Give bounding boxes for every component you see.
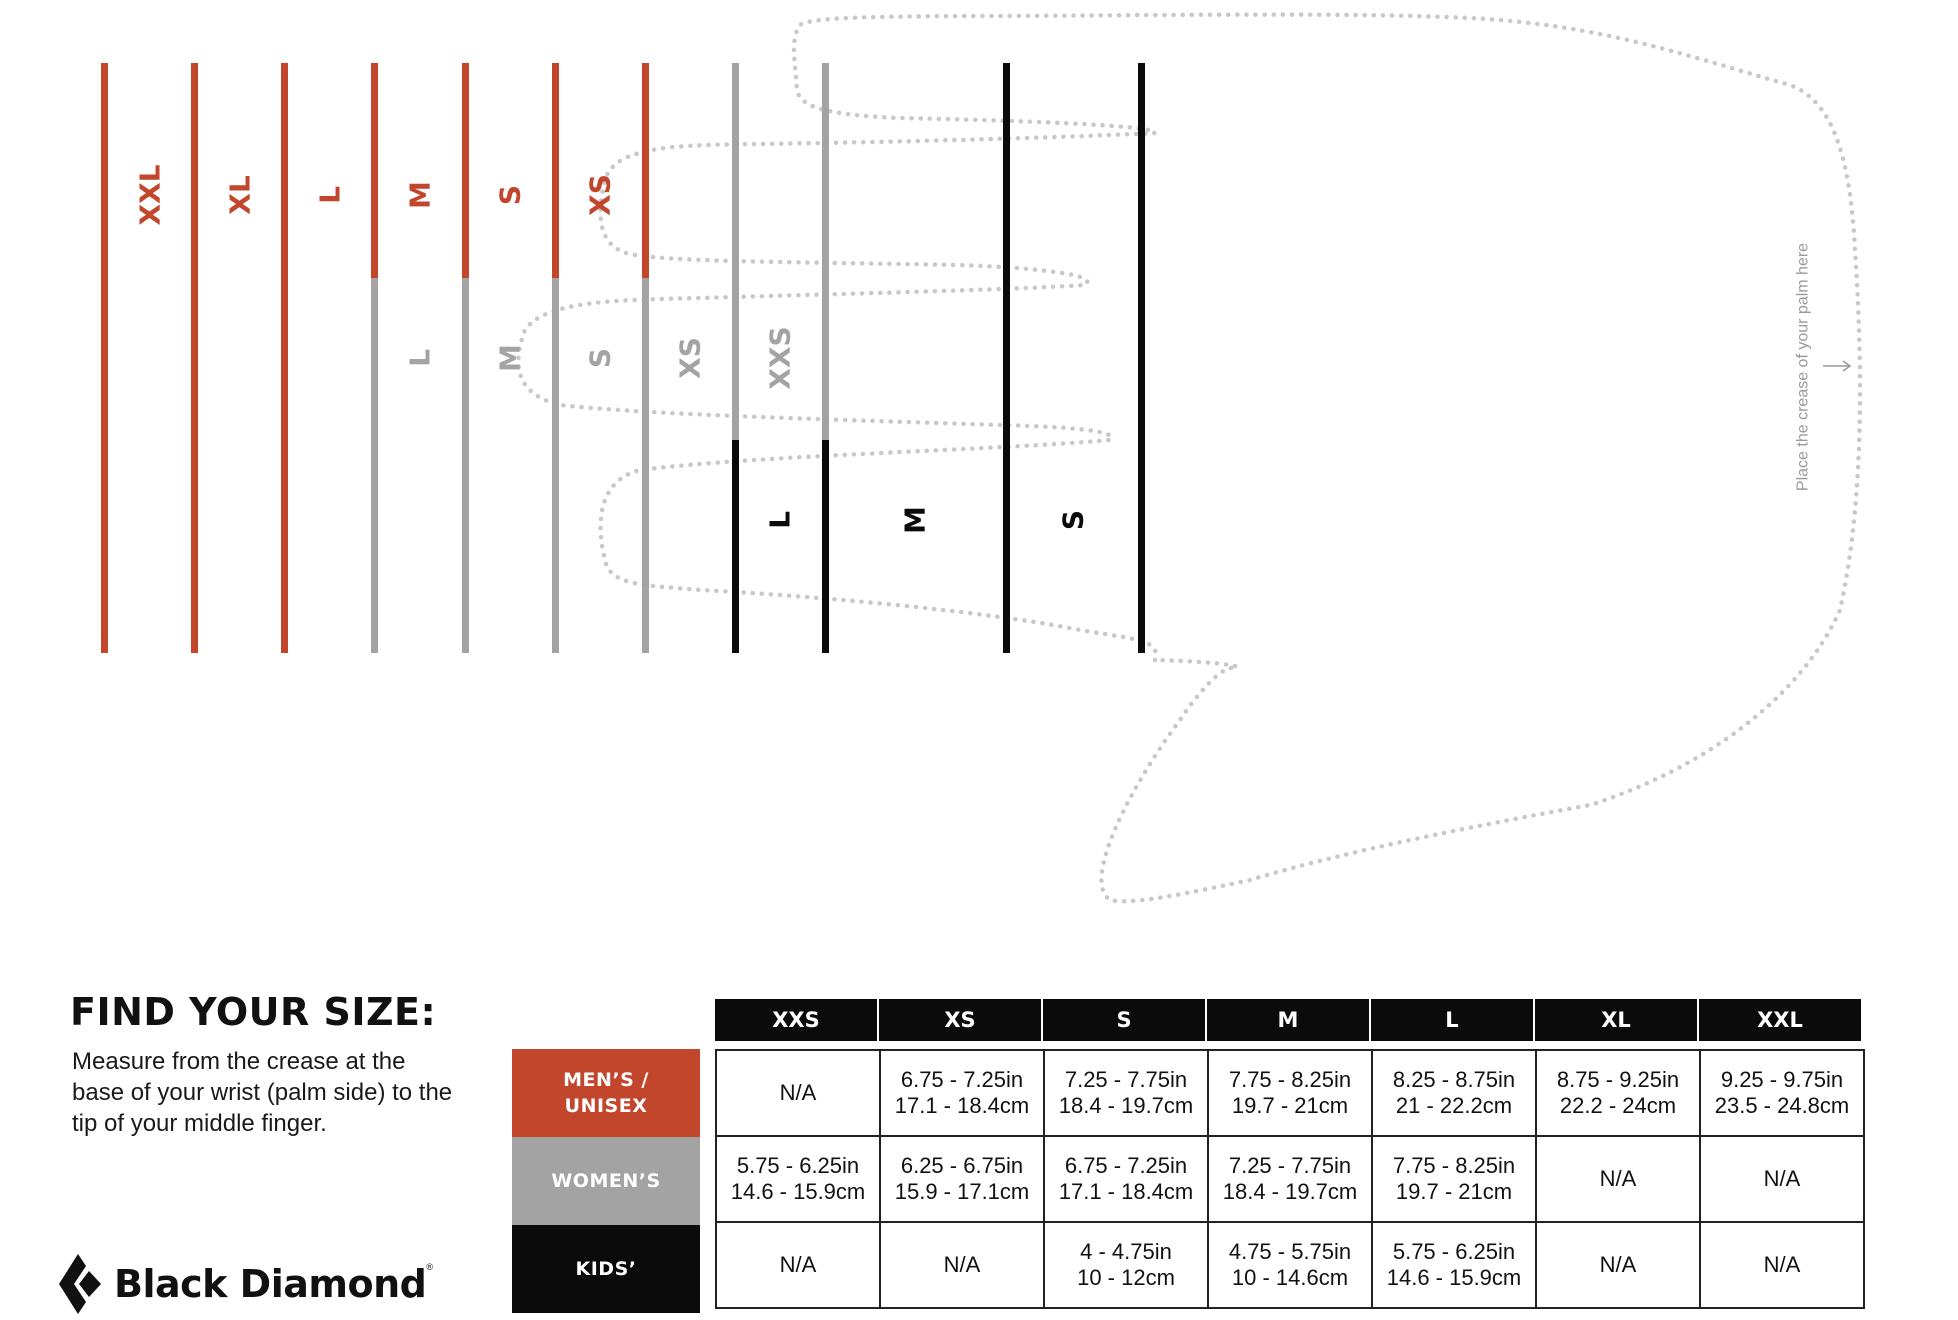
table-cell: 7.25 - 7.75in 18.4 - 19.7cm [1044, 1050, 1208, 1136]
arrow-right-icon [1823, 361, 1850, 371]
size-tag: XL [223, 175, 257, 215]
table-cell: N/A [716, 1222, 880, 1308]
table-cell: 4.75 - 5.75in 10 - 14.6cm [1208, 1222, 1372, 1308]
size-bar [732, 63, 739, 440]
size-row-labels [512, 1049, 700, 1313]
size-tag: M [403, 181, 437, 209]
size-bar [371, 63, 378, 278]
size-tag: XS [673, 337, 707, 379]
table-cell: 7.75 - 8.25in 19.7 - 21cm [1372, 1136, 1536, 1222]
size-tag: M [898, 506, 932, 534]
size-header-cell: M [1207, 999, 1369, 1041]
size-bar [462, 63, 469, 278]
brand-name: Black Diamond [114, 1262, 427, 1306]
size-tag: XXL [133, 164, 167, 226]
size-tag: S [1056, 509, 1090, 531]
brand-logo [56, 1252, 433, 1316]
size-bar [552, 63, 559, 278]
row-label-mens: MEN’S / UNISEX [512, 1049, 700, 1137]
table-cell: 8.75 - 9.25in 22.2 - 24cm [1536, 1050, 1700, 1136]
size-tag: S [493, 184, 527, 206]
size-header-cell: XXS [715, 999, 877, 1041]
table-cell: N/A [716, 1050, 880, 1136]
table-cell: N/A [1700, 1136, 1864, 1222]
table-row [716, 1222, 1864, 1308]
table-cell: 7.75 - 8.25in 19.7 - 21cm [1208, 1050, 1372, 1136]
table-cell: 6.75 - 7.25in 17.1 - 18.4cm [1044, 1136, 1208, 1222]
size-header-row [715, 999, 1865, 1041]
size-tag: L [763, 511, 797, 529]
size-header-cell: XL [1535, 999, 1697, 1041]
size-bar [822, 440, 829, 653]
size-tag: XS [583, 174, 617, 216]
size-tag: XXS [763, 326, 797, 390]
table-cell: N/A [880, 1222, 1044, 1308]
table-cell: 6.75 - 7.25in 17.1 - 18.4cm [880, 1050, 1044, 1136]
kids-size-tags [764, 506, 1090, 534]
size-header-cell: XXL [1699, 999, 1861, 1041]
size-bar [642, 278, 649, 653]
table-cell: N/A [1536, 1222, 1700, 1308]
row-label-kids: KIDS’ [512, 1225, 700, 1313]
size-tag: L [313, 186, 347, 204]
size-bar [191, 63, 198, 653]
row-label-womens: WOMEN’S [512, 1137, 700, 1225]
table-cell: 8.25 - 8.75in 21 - 22.2cm [1372, 1050, 1536, 1136]
table-cell: 5.75 - 6.25in 14.6 - 15.9cm [1372, 1222, 1536, 1308]
size-bar [462, 278, 469, 653]
size-bar [552, 278, 559, 653]
diamond-logo-icon [56, 1253, 104, 1315]
size-bar [822, 63, 829, 440]
size-header-cell: XS [879, 999, 1041, 1041]
size-bar [1138, 63, 1145, 653]
table-cell: N/A [1536, 1136, 1700, 1222]
table-cell: 9.25 - 9.75in 23.5 - 24.8cm [1700, 1050, 1864, 1136]
table-cell: 7.25 - 7.75in 18.4 - 19.7cm [1208, 1136, 1372, 1222]
size-bar [1003, 63, 1010, 653]
size-tag: M [493, 344, 527, 372]
palm-crease-instruction: Place the crease of your palm here [1794, 242, 1812, 492]
size-bar [371, 278, 378, 653]
table-cell: 6.25 - 6.75in 15.9 - 17.1cm [880, 1136, 1044, 1222]
size-header-cell: L [1371, 999, 1533, 1041]
size-tag: L [403, 349, 437, 367]
hand-outline [518, 15, 1860, 902]
table-cell: 4 - 4.75in 10 - 12cm [1044, 1222, 1208, 1308]
find-size-title: FIND YOUR SIZE: [70, 990, 437, 1034]
table-cell: N/A [1700, 1222, 1864, 1308]
table-row [716, 1050, 1864, 1136]
size-tag: S [583, 347, 617, 369]
size-table [715, 1049, 1865, 1309]
table-row [716, 1136, 1864, 1222]
registered-mark: ® [426, 1262, 433, 1272]
table-cell: 5.75 - 6.25in 14.6 - 15.9cm [716, 1136, 880, 1222]
size-header-cell: S [1043, 999, 1205, 1041]
size-bar [101, 63, 108, 653]
size-bar [281, 63, 288, 653]
find-size-instructions: Measure from the crease at the base of your wrist (palm side) to the tip of your middle finger. [72, 1048, 453, 1137]
size-bar [732, 440, 739, 653]
size-bar [642, 63, 649, 278]
